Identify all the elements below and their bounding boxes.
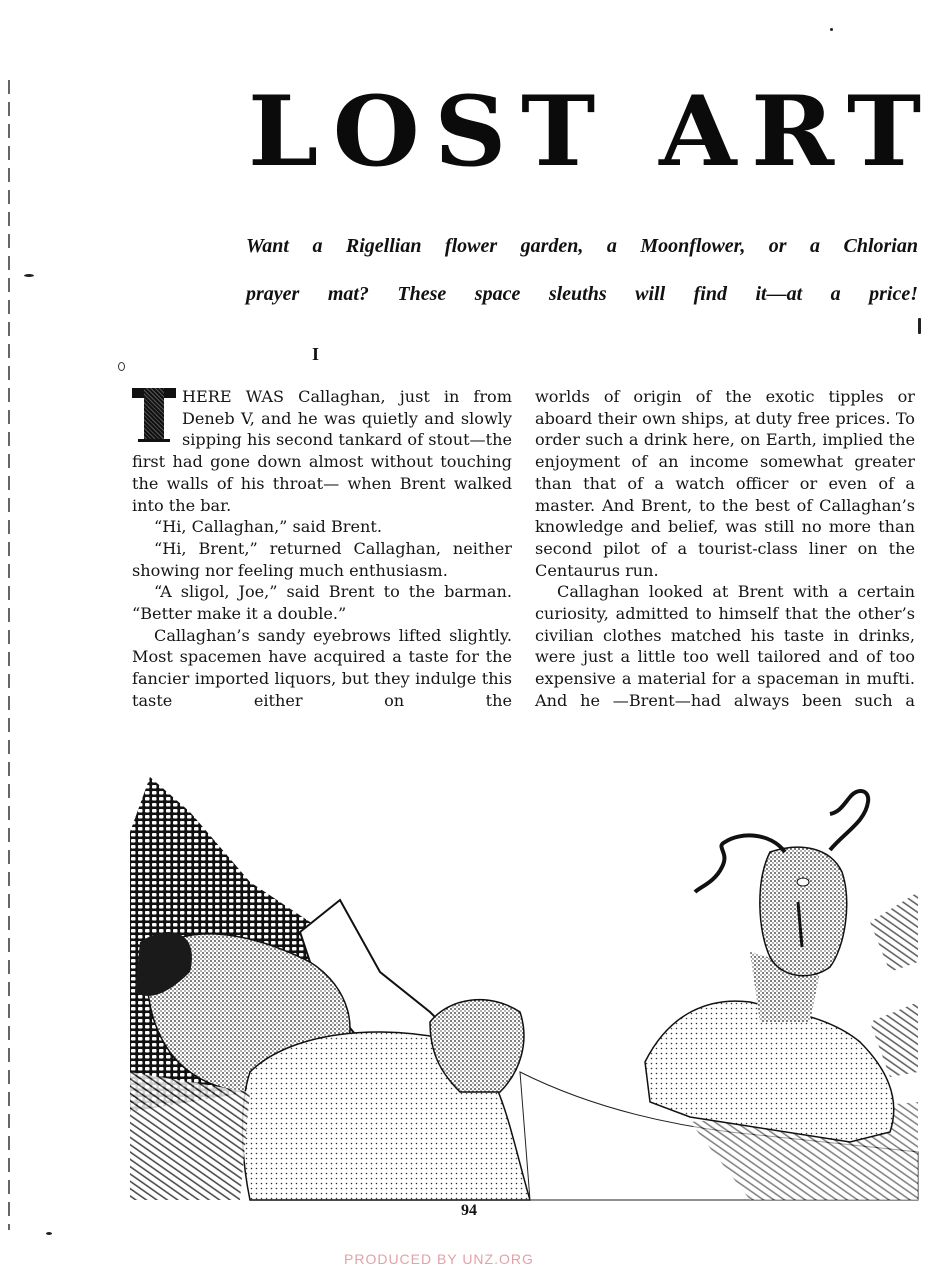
scan-speck [46, 1232, 52, 1235]
paragraph: Callaghan looked at Brent with a certain curiosity, admitted to himself that the other’s civilian clothes matched his taste in drinks, were just a little too well tailored and of too expensive a material for a spaceman in mufti. And he —Brent—had always been such a [535, 582, 915, 710]
article-title: LOST ART [248, 75, 936, 188]
scan-speck [918, 318, 921, 334]
paragraph: “Hi, Brent,” returned Callaghan, neither showing nor feeling much enthusiasm. [132, 538, 512, 580]
paragraph: HERE WAS Callaghan, just in from Deneb V, and he was quietly and slowly sipping his second tankard of stout—the first had gone down almost without touching the walls of his throat— when Brent walked into the bar. [132, 387, 512, 515]
article-subtitle [246, 222, 918, 318]
scan-speck [118, 362, 125, 371]
paragraph: Callaghan’s sandy eyebrows lifted slightly. Most spacemen have acquired a taste for the fancier imported liquors, but they indulge this taste either on the [132, 625, 512, 710]
subtitle-line-2: prayer mat? These space sleuths will find it—at a price! [246, 283, 918, 305]
page-number: 94 [461, 1202, 477, 1219]
drop-cap-letter [132, 388, 176, 442]
section-number: I [312, 344, 320, 364]
subtitle-line-1: Want a Rigellian flower garden, a Moonflower, or a Chlorian [246, 235, 918, 257]
paragraph: “Hi, Callaghan,” said Brent. [154, 517, 382, 537]
paragraph: worlds of origin of the exotic tipples or aboard their own ships, at duty free prices. To order such a drink here, on Earth, implied the enjoyment of an income somewhat greater than that of a watch officer or even of a master. And Brent, to the best of Callaghan’s knowledge and belief, was still no more than second pilot of a tourist-class liner on the Centaurus run. [535, 387, 915, 580]
paragraph: “A sligol, Joe,” said Brent to the barman. “Better make it a double.” [132, 582, 512, 624]
text-column-right [535, 386, 915, 712]
scan-edge-artifact [8, 80, 10, 1230]
scan-speck [24, 274, 34, 277]
scan-speck [830, 28, 833, 31]
story-illustration [130, 772, 918, 1200]
scan-watermark: PRODUCED BY UNZ.ORG [344, 1251, 534, 1267]
text-column-left [132, 386, 512, 712]
